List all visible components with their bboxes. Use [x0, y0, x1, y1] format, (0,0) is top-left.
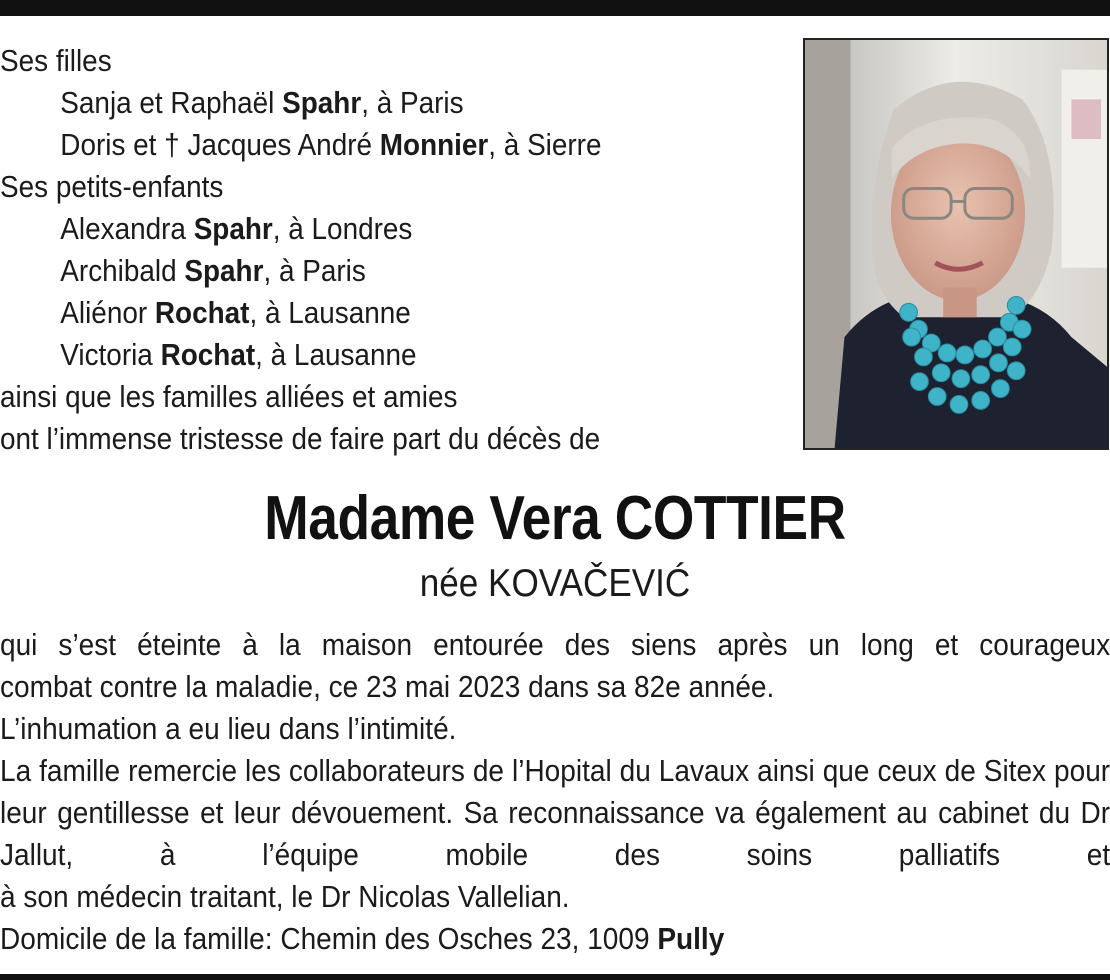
top-rule — [0, 0, 1110, 16]
family-member: Doris et † Jacques André Monnier, à Sierre — [60, 127, 602, 162]
family-member: Alexandra Spahr, à Londres — [60, 211, 413, 246]
allies-line: ainsi que les familles alliées et amies — [0, 379, 458, 414]
family-member: Sanja et Raphaël Spahr, à Paris — [60, 85, 464, 120]
domicile-city: Pully — [657, 921, 725, 956]
grandchildren-heading: Ses petits-enfants — [0, 169, 224, 204]
family-member: Aliénor Rochat, à Lausanne — [60, 295, 411, 330]
family-member: Archibald Spahr, à Paris — [60, 253, 366, 288]
portrait-illustration — [805, 40, 1107, 448]
deceased-name: Madame Vera COTTIER — [264, 484, 846, 553]
domicile-line: Domicile de la famille: Chemin des Osches 23, 1009 Pully — [0, 921, 725, 956]
thanks-paragraph: La famille remercie les collaborateurs de l’Hopital du Lavaux ainsi que ceux de Sitex pour leur gentillesse et leur dévouement. Sa reconnaissance va également au cabinet du Dr Jallut, à l’équipe mobile des soins palliatifs et — [0, 753, 1110, 872]
burial-line: L’inhumation a eu lieu dans l’intimité. — [0, 711, 457, 746]
bottom-rule — [0, 974, 1110, 980]
thanks-last-line: à son médecin traitant, le Dr Nicolas Vallelian. — [0, 879, 570, 914]
family-member: Victoria Rochat, à Lausanne — [60, 337, 417, 372]
notice-body — [0, 624, 1110, 960]
family-list — [0, 40, 711, 460]
daughters-heading: Ses filles — [0, 43, 112, 78]
announcement-line: ont l’immense tristesse de faire part du décès de — [0, 421, 601, 456]
body-line: qui s’est éteinte à la maison entourée des siens après un long et courageux — [0, 627, 1110, 662]
body-line: combat contre la maladie, ce 23 mai 2023 dans sa 82e année. — [0, 669, 775, 704]
portrait-photo — [803, 38, 1109, 450]
maiden-name: née KOVAČEVIĆ — [419, 562, 691, 605]
